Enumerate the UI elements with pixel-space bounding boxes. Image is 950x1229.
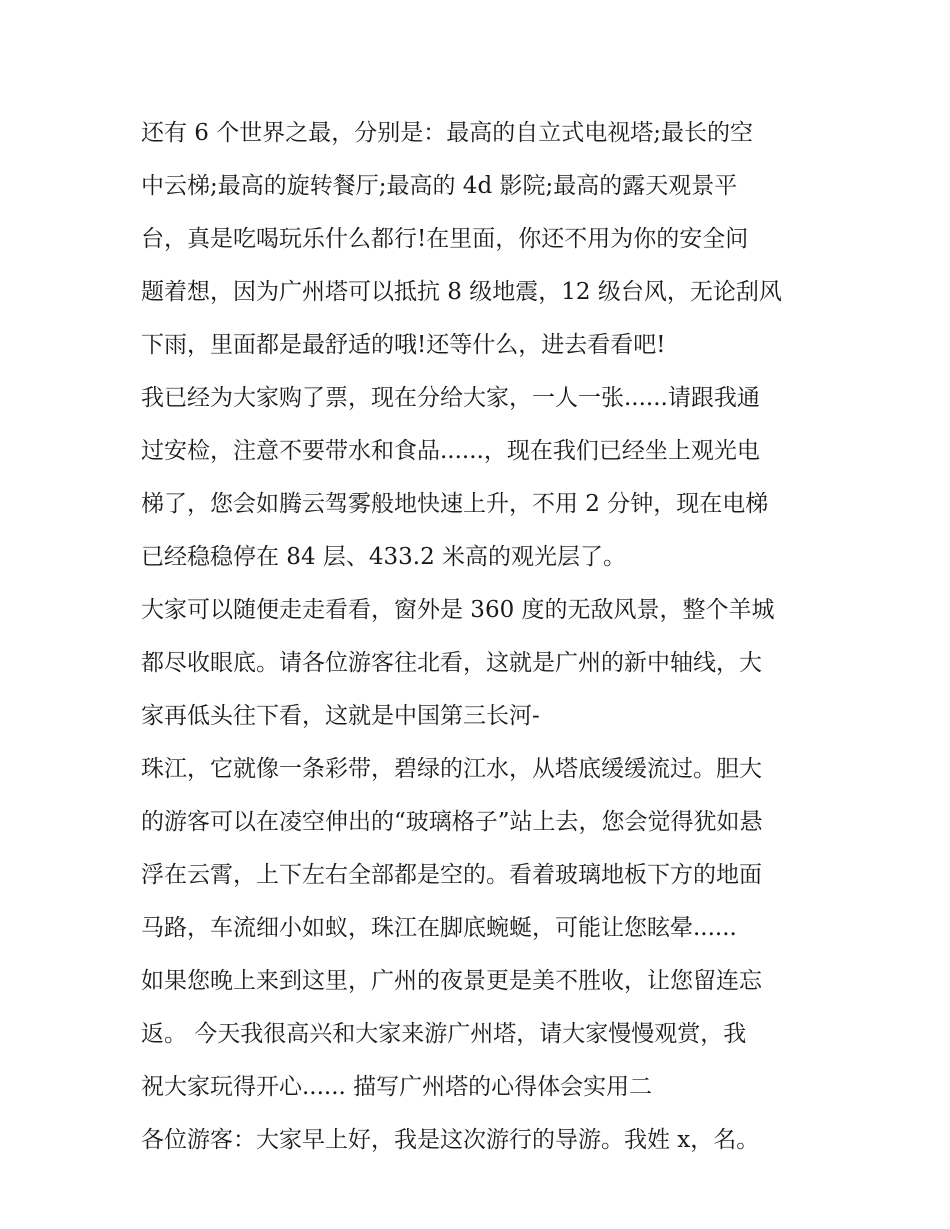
- text-line: 已经稳稳停在 84 层、433.2 米高的观光层了。: [141, 544, 627, 570]
- text-line: 如果您晚上来到这里，广州的夜景更是美不胜收，让您留连忘: [141, 968, 762, 994]
- text-line: 还有 6 个世界之最，分别是：最高的自立式电视塔;最长的空: [141, 120, 754, 146]
- text-line: 中云梯;最高的旋转餐厅;最高的 4d 影院;最高的露天观景平: [141, 173, 738, 199]
- text-line: 返。 今天我很高兴和大家来游广州塔，请大家慢慢观赏，我: [141, 1021, 747, 1047]
- text-line: 珠江，它就像一条彩带，碧绿的江水，从塔底缓缓流过。胆大: [141, 756, 762, 782]
- text-line: 浮在云霄，上下左右全部都是空的。看着玻璃地板下方的地面: [141, 862, 762, 888]
- text-line: 的游客可以在凌空伸出的“玻璃格子”站上去，您会觉得犹如悬: [141, 809, 763, 835]
- text-line: 题着想，因为广州塔可以抵抗 8 级地震，12 级台风，无论刮风: [141, 279, 782, 305]
- text-line: 过安检，注意不要带水和食品......，现在我们已经坐上观光电: [141, 438, 760, 464]
- text-line: 下雨，里面都是最舒适的哦!还等什么，进去看看吧!: [141, 332, 666, 358]
- document-body: [141, 107, 821, 1167]
- text-line: 各位游客：大家早上好，我是这次游行的导游。我姓 x，名。: [141, 1127, 760, 1153]
- text-line: 梯了，您会如腾云驾雾般地快速上升，不用 2 分钟，现在电梯: [141, 491, 769, 517]
- text-line: 大家可以随便走走看看，窗外是 360 度的无敌风景，整个羊城: [141, 597, 775, 623]
- text-line: 马路，车流细小如蚁，珠江在脚底蜿蜒，可能让您眩晕......: [141, 915, 737, 941]
- text-line: 都尽收眼底。请各位游客往北看，这就是广州的新中轴线，大: [141, 650, 762, 676]
- text-line: 台，真是吃喝玩乐什么都行!在里面，你还不用为你的安全问: [141, 226, 749, 252]
- text-line: 家再低头往下看，这就是中国第三长河-: [141, 703, 540, 729]
- text-line: 祝大家玩得开心...... 描写广州塔的心得体会实用二: [141, 1074, 653, 1100]
- text-line: 我已经为大家购了票，现在分给大家，一人一张......请跟我通: [141, 385, 760, 411]
